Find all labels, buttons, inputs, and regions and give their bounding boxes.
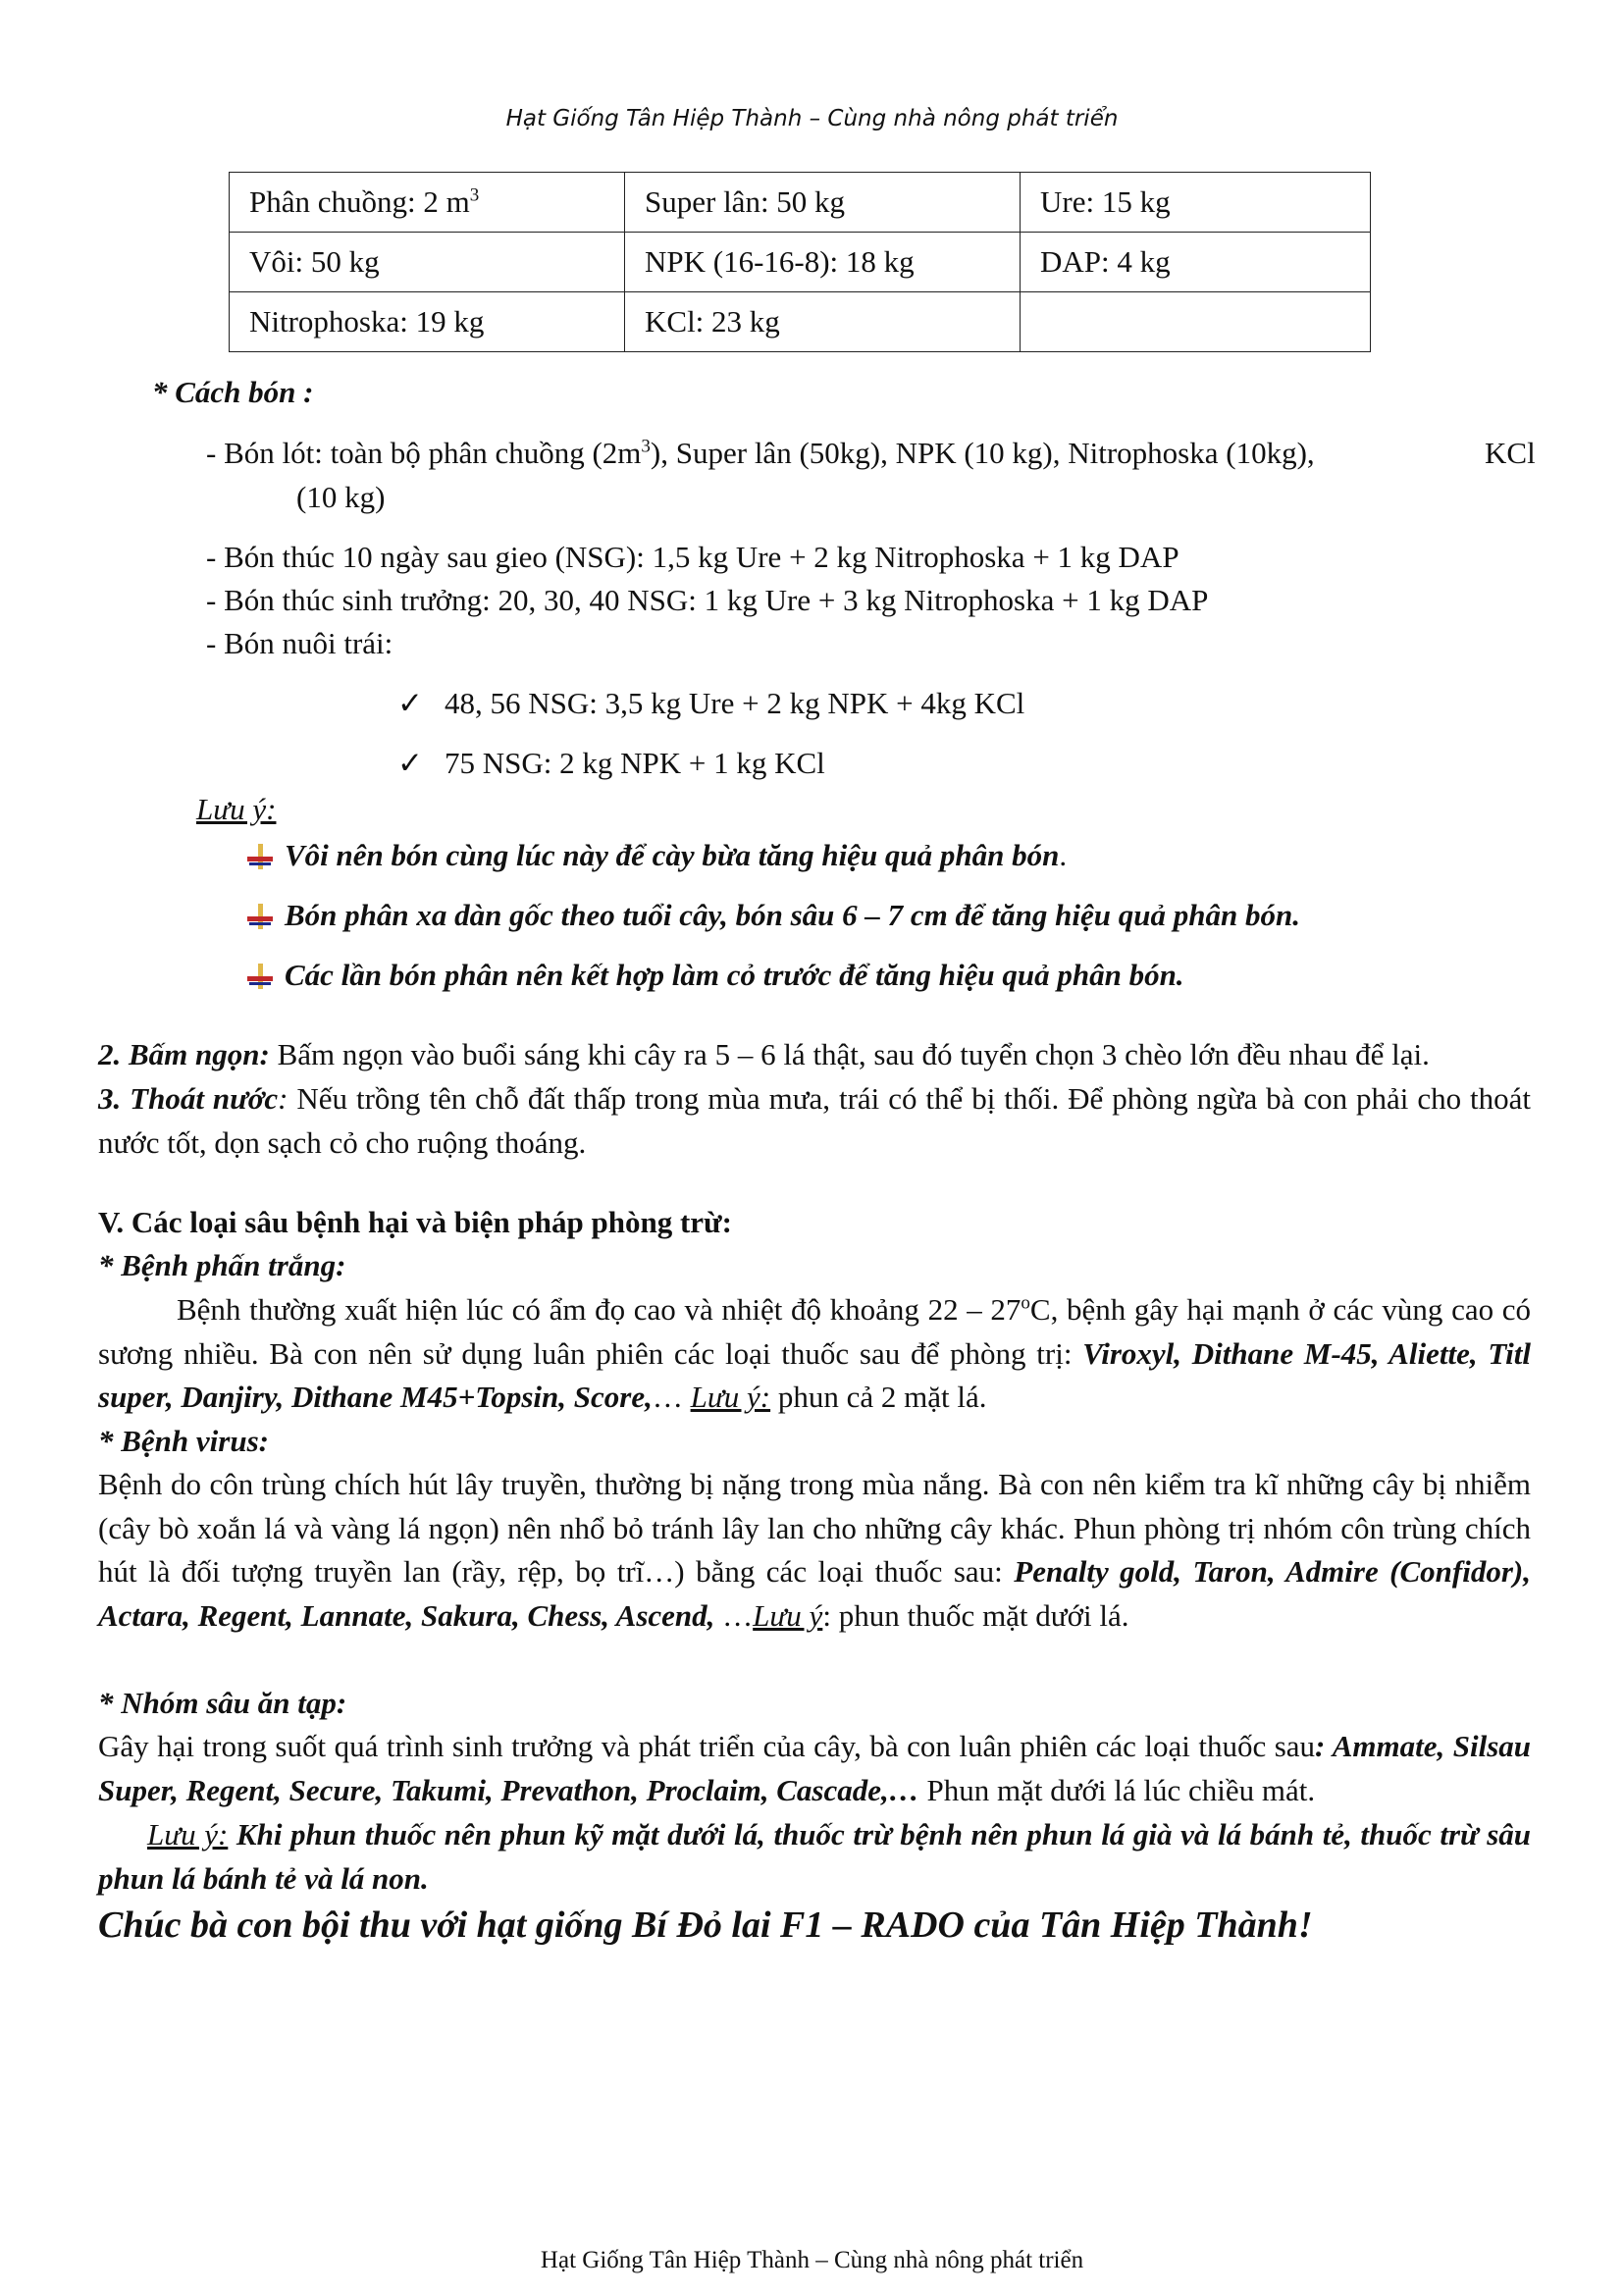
table-cell: DAP: 4 kg bbox=[1021, 233, 1371, 292]
bon-nuoi-line: - Bón nuôi trái: bbox=[206, 626, 393, 660]
bon-thuc-line-2: - Bón thúc sinh trưởng: 20, 30, 40 NSG: 1 kg Ure + 3 kg Nitrophoska + 1 kg DAP bbox=[206, 583, 1209, 617]
plus-bullet-icon bbox=[247, 964, 273, 989]
page-footer: Hạt Giống Tân Hiệp Thành – Cùng nhà nông phát triển bbox=[540, 2247, 1084, 2273]
thoat-nuoc-paragraph: 3. Thoát nước: Nếu trồng tên chỗ đất thấp trong mùa mưa, trái có thể bị thối. Để phòng ngừa bà con phải cho thoát nước tốt, dọn sạch cỏ cho ruộng thoáng. bbox=[98, 1081, 1532, 1160]
note-item: Bón phân xa dàn gốc theo tuổi cây, bón sâu 6 – 7 cm để tăng hiệu quả phân bón. bbox=[247, 894, 1300, 937]
table-row bbox=[230, 292, 1371, 352]
checkmark-icon: ✓ bbox=[397, 686, 423, 721]
luu-y-label: Lưu ý: bbox=[196, 792, 277, 826]
closing-message: Chúc bà con bội thu với hạt giống Bí Đỏ lai F1 – RADO của Tân Hiệp Thành! bbox=[98, 1904, 1313, 1946]
table-row bbox=[230, 233, 1371, 292]
table-row bbox=[230, 173, 1371, 233]
table-cell: Vôi: 50 kg bbox=[230, 233, 625, 292]
phan-trang-paragraph: Bệnh thường xuất hiện lúc có ẩm đọ cao và nhiệt độ khoảng 22 – 27$^o$C, bệnh gây hại mạnh ở các vùng cao có sương nhiều. Bà con nên sử dụng luân phiên các loại thuốc sau để phòng trị: Viroxyl, Dithane M-45, Aliette, Titl super, Danjiry, Dithane M45+Topsin, Score,… Lưu ý: phun cả 2 mặt lá. bbox=[98, 1292, 1532, 1414]
section-v-heading: V. Các loại sâu bệnh hại và biện pháp phòng trừ: bbox=[98, 1205, 732, 1239]
fertilizer-table bbox=[229, 172, 1371, 352]
page-header: Hạt Giống Tân Hiệp Thành – Cùng nhà nông phát triển bbox=[505, 106, 1119, 131]
bon-lot-cont: (10 kg) bbox=[296, 480, 386, 514]
bon-lot-line: - Bón lót: toàn bộ phân chuồng $(2m^3)$, Super lân (50kg), NPK (10 kg), Nitrophoska (10kg), bbox=[206, 436, 1315, 470]
sau-an-tap-paragraph: Gây hại trong suốt quá trình sinh trưởng và phát triển của cây, bà con luân phiên các loại thuốc sau: Ammate, Silsau Super, Regent, Secure, Takumi, Prevathon, Proclaim, Cascade,… Phun mặt dưới lá lúc chiều mát. bbox=[98, 1729, 1532, 1807]
table-cell: NPK (16-16-8): 18 kg bbox=[625, 233, 1021, 292]
phan-trang-heading: * Bệnh phấn trắng: bbox=[98, 1248, 346, 1282]
bon-thuc-line-1: - Bón thúc 10 ngày sau gieo (NSG): 1,5 kg Ure + 2 kg Nitrophoska + 1 kg DAP bbox=[206, 540, 1179, 574]
cach-bon-heading: * Cách bón : bbox=[152, 375, 314, 409]
bam-ngon-paragraph: 2. Bấm ngọn: Bấm ngọn vào buổi sáng khi cây ra 5 – 6 lá thật, sau đó tuyển chọn 3 chèo lớn đều nhau để lại. bbox=[98, 1037, 1430, 1071]
check-item: ✓ 48, 56 NSG: 3,5 kg Ure + 2 kg NPK + 4kg KCl bbox=[397, 686, 1025, 721]
check-item: ✓ 75 NSG: 2 kg NPK + 1 kg KCl bbox=[397, 746, 825, 781]
table-cell: Nitrophoska: 19 kg bbox=[230, 292, 625, 352]
table-cell: KCl: 23 kg bbox=[625, 292, 1021, 352]
virus-heading: * Bệnh virus: bbox=[98, 1424, 269, 1458]
table-cell: Ure: 15 kg bbox=[1021, 173, 1371, 233]
plus-bullet-icon bbox=[247, 844, 273, 869]
final-note-paragraph: Lưu ý: Khi phun thuốc nên phun kỹ mặt dưới lá, thuốc trừ bệnh nên phun lá già và lá bánh tẻ, thuốc trừ sâu phun lá bánh tẻ và lá non. bbox=[98, 1817, 1532, 1896]
bon-lot-kcl: KCl bbox=[1485, 436, 1536, 470]
sau-an-tap-heading: * Nhóm sâu ăn tạp: bbox=[98, 1686, 347, 1720]
table-cell: Super lân: 50 kg bbox=[625, 173, 1021, 233]
table-cell: Phân chuồng: 2 $m^3$ bbox=[230, 173, 625, 233]
checkmark-icon: ✓ bbox=[397, 746, 423, 781]
note-item: Vôi nên bón cùng lúc này để cày bừa tăng hiệu quả phân bón. bbox=[247, 834, 1067, 877]
plus-bullet-icon bbox=[247, 904, 273, 929]
table-cell bbox=[1021, 292, 1371, 352]
virus-paragraph: Bệnh do côn trùng chích hút lây truyền, thường bị nặng trong mùa nắng. Bà con nên kiểm tra kĩ những cây bị nhiễm (cây bò xoắn lá và vàng lá ngọn) nên nhổ bỏ tránh lây lan cho những cây khác. Phun phòng trị nhóm côn trùng chích hút là đối tượng truyền lan (rầy, rệp, bọ trĩ…) bằng các loại thuốc sau: Penalty gold, Taron, Admire (Confidor), Actara, Regent, Lannate, Sakura, Chess, Ascend, …Lưu ý: phun thuốc mặt dưới lá. bbox=[98, 1467, 1531, 1633]
note-item: Các lần bón phân nên kết hợp làm cỏ trước để tăng hiệu quả phân bón. bbox=[247, 954, 1184, 997]
